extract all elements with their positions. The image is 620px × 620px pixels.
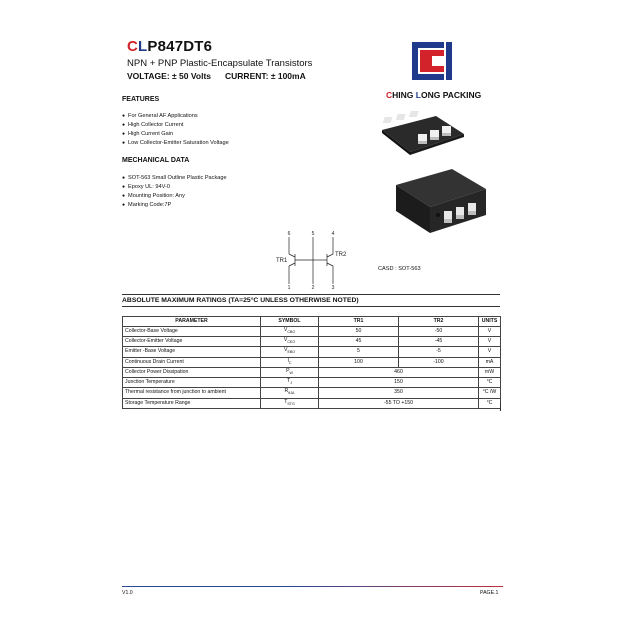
table-row [123, 327, 501, 337]
list-item: ● High Current Gain [122, 130, 229, 139]
shared-value-cell: 350 [319, 388, 479, 398]
symbol-cell: $V_{EBO}$ [261, 347, 319, 357]
current-rating: CURRENT: ± 100mA [225, 71, 306, 81]
package-top-image [378, 108, 466, 156]
column-header: UNITS [479, 317, 501, 327]
ratings-table [122, 316, 501, 409]
unit-cell: V [479, 347, 501, 357]
symbol-cell: $T_J$ [261, 378, 319, 388]
param-cell: Junction Temperature [123, 378, 261, 388]
table-header-row [123, 317, 501, 327]
pin-4-label: 4 [331, 231, 335, 237]
mechanical-list [122, 174, 227, 210]
symbol-cell: $T_{STG}$ [261, 398, 319, 408]
table-row [123, 378, 501, 388]
document-subtitle: NPN + PNP Plastic-Encapsulate Transistors [127, 58, 313, 69]
shared-value-cell: 460 [319, 367, 479, 377]
voltage-rating: VOLTAGE: ± 50 Volts [127, 71, 212, 81]
list-item: ● Epoxy UL: 94V-0 [122, 183, 227, 192]
list-item: ● Low Collector-Emitter Saturation Voltage [122, 139, 229, 148]
footer-divider [122, 586, 503, 587]
unit-cell: mW [479, 367, 501, 377]
column-header: PARAMETER [123, 317, 261, 327]
list-item: ● Mounting Position: Any [122, 192, 227, 201]
pin-1-label: 1 [287, 285, 291, 290]
tr2-cell: -100 [399, 357, 479, 367]
list-item: ● Marking Code:7P [122, 201, 227, 210]
tr1-cell: 45 [319, 337, 399, 347]
list-item: ● High Collector Current [122, 121, 229, 130]
param-cell: Continuous Drain Current [123, 357, 261, 367]
pin-2-label: 2 [311, 285, 315, 290]
table-row [123, 388, 501, 398]
unit-cell: mA [479, 357, 501, 367]
unit-cell: V [479, 327, 501, 337]
company-name: CHING LONG PACKING [386, 90, 482, 100]
symbol-cell: $P_W$ [261, 367, 319, 377]
case-designation: CASD : SOT-563 [378, 266, 421, 272]
title-initial: C [127, 38, 139, 55]
table-row [123, 367, 501, 377]
shared-value-cell: 150 [319, 378, 479, 388]
param-cell: Thermal resistance from junction to ambient [123, 388, 261, 398]
headline-ratings [127, 71, 320, 81]
footer-page: PAGE.1 [480, 590, 499, 596]
unit-cell: V [479, 337, 501, 347]
package-bottom-image [390, 163, 490, 238]
pinout-schematic [275, 228, 355, 290]
param-cell: Collector Power Dissipation [123, 367, 261, 377]
features-list [122, 112, 229, 148]
tr1-cell: 5 [319, 347, 399, 357]
shared-value-cell: -55 TO +150 [319, 398, 479, 408]
features-heading: FEATURES [122, 96, 160, 103]
footer-version: V1.0 [122, 590, 133, 596]
list-item: ● SOT-563 Small Outline Plastic Package [122, 174, 227, 183]
title-second: L [138, 38, 148, 55]
param-cell: Collector-Emitter Voltage [123, 337, 261, 347]
param-cell: Collector-Base Voltage [123, 327, 261, 337]
pin-6-label: 6 [287, 231, 291, 237]
section-divider [122, 294, 500, 295]
table-row [123, 337, 501, 347]
tr1-cell: 50 [319, 327, 399, 337]
tr2-label: TR2 [335, 252, 347, 258]
tr1-label: TR1 [276, 258, 288, 264]
table-row [123, 347, 501, 357]
symbol-cell: $I_C$ [261, 357, 319, 367]
pin-3-label: 3 [331, 285, 335, 290]
ratings-title: ABSOLUTE MAXIMUM RATINGS (TA=25°C UNLESS OTHERWISE NOTED) [122, 297, 359, 304]
tr1-cell: 100 [319, 357, 399, 367]
tr2-cell: -45 [399, 337, 479, 347]
pin-5-label: 5 [311, 231, 315, 237]
table-row [123, 357, 501, 367]
unit-cell: °C [479, 398, 501, 408]
unit-cell: °C [479, 378, 501, 388]
symbol-cell: $V_{CBO}$ [261, 327, 319, 337]
param-cell: Storage Temperature Range [123, 398, 261, 408]
tr2-cell: -50 [399, 327, 479, 337]
list-item: ● For General AF Applications [122, 112, 229, 121]
unit-cell: °C /W [479, 388, 501, 398]
tr2-cell: -5 [399, 347, 479, 357]
title-rest: P847DT6 [147, 38, 213, 55]
param-cell: Emitter -Base Voltage [123, 347, 261, 357]
document-title [127, 38, 212, 55]
table-row [123, 398, 501, 408]
mechanical-heading: MECHANICAL DATA [122, 157, 190, 164]
column-header: SYMBOL [261, 317, 319, 327]
company-logo [412, 42, 452, 80]
symbol-cell: $V_{CEO}$ [261, 337, 319, 347]
column-header: TR1 [319, 317, 399, 327]
section-divider [122, 306, 500, 307]
margin-mark [500, 402, 501, 411]
symbol-cell: $R_{\theta JA}$ [261, 388, 319, 398]
column-header: TR2 [399, 317, 479, 327]
